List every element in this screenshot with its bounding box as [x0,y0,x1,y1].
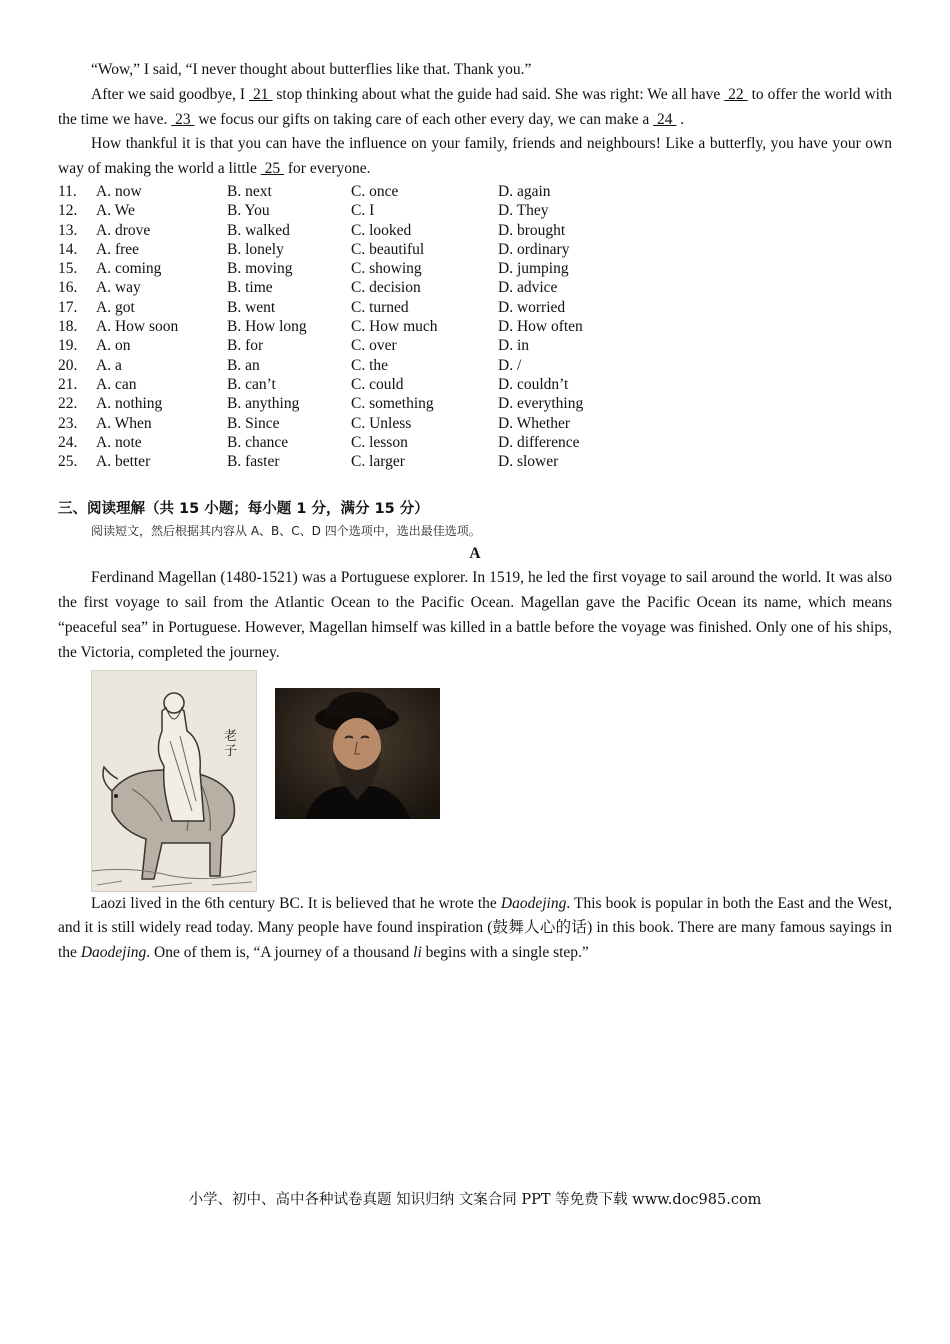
blank-23: 23 [171,110,195,128]
option-c: C. How much [351,318,438,336]
option-c: C. showing [351,260,422,278]
laozi-caption: 老子 [224,728,238,759]
text-run: Laozi lived in the 6th century BC. It is believed that he wrote the [91,894,501,912]
option-row [58,356,638,375]
option-c: C. over [351,337,397,355]
option-d: D. advice [498,279,558,297]
option-b: B. time [227,279,273,297]
option-b: B. moving [227,260,293,278]
option-b: B. went [227,298,276,316]
unit-word: li [413,944,422,962]
document-page [58,58,892,966]
question-number: 16. [58,279,78,297]
option-row [58,336,638,355]
option-d: D. ordinary [498,240,570,258]
option-b: B. lonely [227,240,284,258]
blank-22: 22 [724,85,748,103]
option-b: B. chance [227,433,289,451]
question-number: 24. [58,433,78,451]
option-c: C. turned [351,298,409,316]
question-number: 17. [58,298,78,316]
option-c: C. lesson [351,433,408,451]
text-run: . One of them is, “A journey of a thousand [146,944,414,962]
text-run: to offer the world with the time we have. [58,85,893,128]
paragraph-laozi [58,892,892,966]
option-a: A. way [96,279,141,297]
question-number: 18. [58,318,78,336]
laozi-illustration [91,670,257,892]
image-row [58,670,892,892]
option-a: A. on [96,337,131,355]
option-a: A. note [96,433,142,451]
question-number: 25. [58,453,78,471]
option-d: D. jumping [498,260,569,278]
question-number: 12. [58,202,78,220]
option-row [58,240,638,259]
option-d: D. brought [498,221,566,239]
section-instruction: 阅读短文，然后根据其内容从 A、B、C、D 四个选项中，选出最佳选项。 [91,524,481,539]
option-d: D. difference [498,433,580,451]
question-number: 20. [58,356,78,374]
option-d: D. / [498,356,522,374]
option-a: A. got [96,298,135,316]
option-c: C. looked [351,221,412,239]
option-d: D. slower [498,453,559,471]
option-a: A. nothing [96,395,163,413]
magellan-portrait-drawing [275,688,440,819]
option-b: B. You [227,202,270,220]
laozi-ox-drawing [92,671,256,891]
option-b: B. How long [227,318,307,336]
text-run: for everyone. [284,160,371,178]
option-row [58,452,638,471]
option-d: D. worried [498,298,566,316]
question-number: 14. [58,240,78,258]
book-title: Daodejing [500,894,567,912]
option-c: C. the [351,356,389,374]
blank-21: 21 [248,85,273,103]
option-a: A. We [96,202,135,220]
text-run: . [676,110,685,128]
blank-25: 25 [260,160,284,178]
option-c: C. could [351,375,404,393]
option-d: D. in [498,337,529,355]
option-a: A. free [96,240,140,258]
option-b: B. for [227,337,264,355]
option-a: A. can [96,375,137,393]
question-number: 15. [58,260,78,278]
option-b: B. can’t [227,375,276,393]
option-d: D. again [498,182,551,200]
option-a: A. coming [96,260,162,278]
option-d: D. couldn’t [498,375,569,393]
option-row [58,298,638,317]
option-row [58,259,638,278]
option-c: C. Unless [351,414,412,432]
text-run: How thankful it is that you can have the influence on your family, friends and neighbours! Like a butterfly, you have your own way of making the world a little [58,135,892,178]
question-number: 19. [58,337,78,355]
option-row [58,182,638,201]
text-run: we focus our gifts on taking care of each other every day, we can make a [194,110,654,128]
magellan-portrait [275,688,440,819]
question-number: 23. [58,414,78,432]
text-run: . This book is popular in both the East and the West, and it is still widely read today. Many people have found inspiration (鼓舞人心的话) in this book. There are many famous sayings in the [58,894,892,962]
option-b: B. walked [227,221,290,239]
book-title: Daodejing [80,944,147,962]
option-b: B. faster [227,453,280,471]
paragraph-thankful [58,132,892,182]
option-row [58,375,638,394]
passage-label: A [469,545,481,563]
paragraph-goodbye [58,83,892,133]
option-c: C. once [351,182,399,200]
option-c: C. something [351,395,434,413]
question-number: 21. [58,375,78,393]
option-b: B. anything [227,395,300,413]
options-table [58,182,638,471]
option-row [58,221,638,240]
option-row [58,414,638,433]
option-a: A. better [96,453,151,471]
option-a: A. How soon [96,318,179,336]
option-row [58,278,638,297]
option-d: D. Whether [498,414,571,432]
option-d: D. everything [498,395,584,413]
option-b: B. next [227,182,272,200]
option-d: D. They [498,202,549,220]
option-row [58,394,638,413]
option-row [58,317,638,336]
option-c: C. I [351,202,375,220]
section-title: 三、阅读理解（共 15 小题；每小题 1 分，满分 15 分） [58,501,429,518]
option-d: D. How often [498,318,583,336]
option-c: C. decision [351,279,421,297]
paragraph-wow: “Wow,” I said, “I never thought about butterflies like that. Thank you.” [91,61,532,78]
option-b: B. Since [227,414,280,432]
question-number: 13. [58,221,78,239]
question-number: 22. [58,395,78,413]
option-row [58,433,638,452]
text-run: stop thinking about what the guide had said. She was right: We all have [272,85,725,103]
option-a: A. a [96,356,122,374]
option-c: C. larger [351,453,405,471]
text-run: begins with a single step.” [421,944,589,962]
paragraph-magellan: Ferdinand Magellan (1480-1521) was a Portuguese explorer. In 1519, he led the first voyage to sail around the world. It was also the first voyage to sail from the Atlantic Ocean to the Pacific Ocean. Magellan gave the Pacific Ocean its name, which means “peaceful sea” in Portuguese. However, Magellan himself was killed in a battle before the voyage was finished. Only one of his ships, the Victoria, completed the journey. [58,569,892,661]
text-run: After we said goodbye, I [91,85,249,103]
option-b: B. an [227,356,260,374]
option-a: A. When [96,414,152,432]
option-a: A. drove [96,221,151,239]
option-row [58,201,638,220]
blank-24: 24 [653,110,677,128]
option-c: C. beautiful [351,240,425,258]
option-a: A. now [96,182,142,200]
page-footer: 小学、初中、高中各种试卷真题 知识归纳 文案合同 PPT 等免费下载 www.doc985.com [188,1192,762,1208]
question-number: 11. [58,182,77,200]
